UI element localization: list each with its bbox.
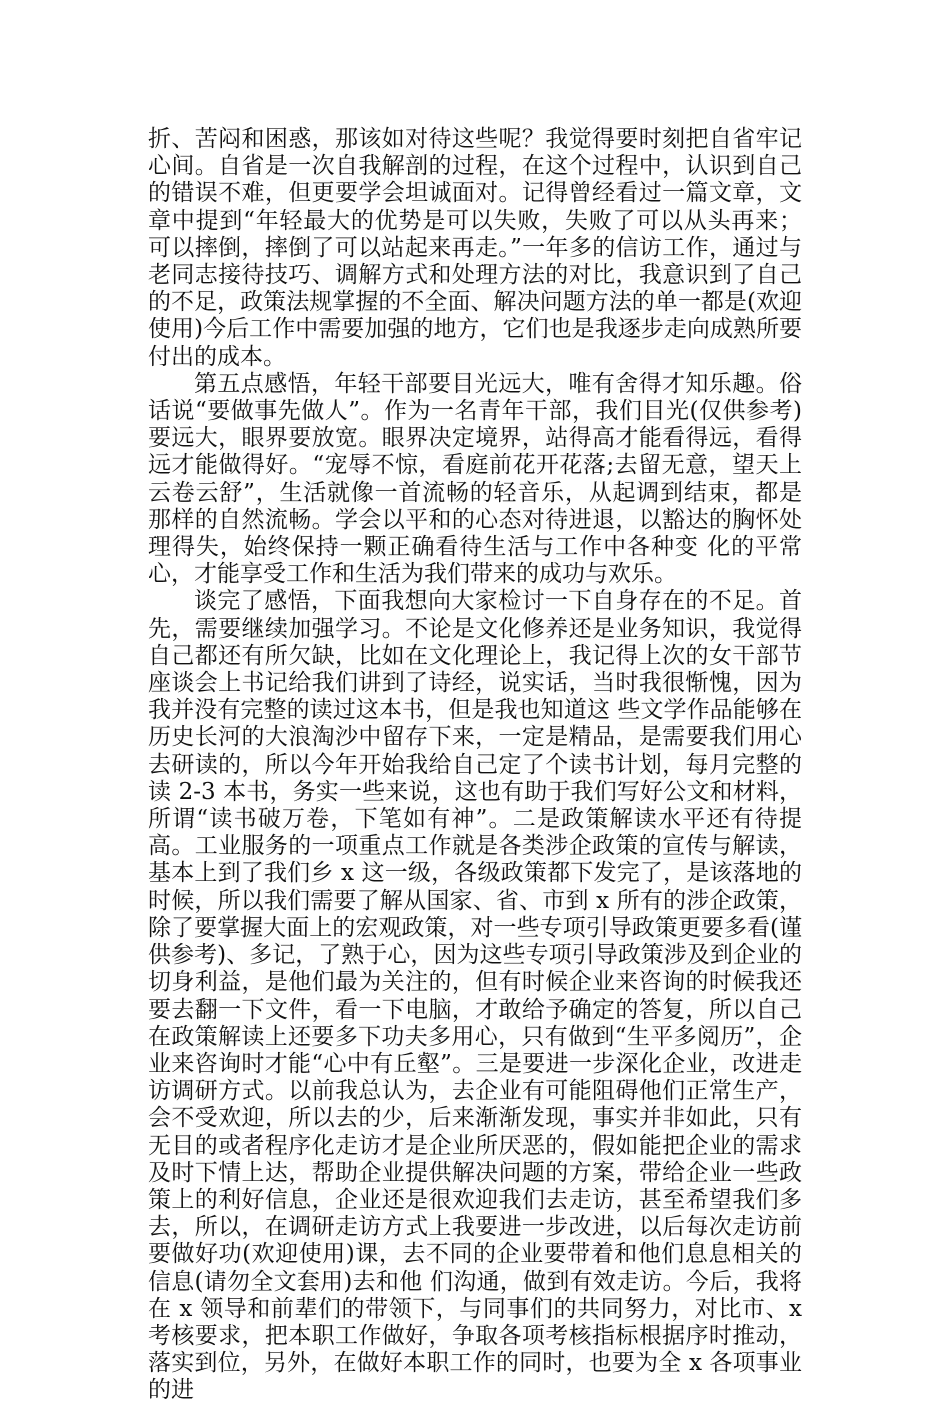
paragraph-fifth-insight: 第五点感悟，年轻干部要目光远大，唯有舍得才知乐趣。俗话说“要做事先做人”。作为一名青年干部，我们目光(仅供参考)要远大，眼界要放宽。眼界决定境界，站得高才能看得远，看得远才能做得好。“宠辱不惊，看庭前花开花落;去留无意，望天上云卷云舒”，生活就像一首流畅的轻音乐，从起调到结束，都是那样的自然流畅。学会以平和的心态对待进退，以豁达的胸怀处理得失，始终保持一颗正确看待生活与工作中各种变 化的平常心，才能享受工作和生活为我们带来的成功与欢乐。 — [148, 370, 802, 588]
paragraph-continuation: 折、苦闷和困惑，那该如对待这些呢？我觉得要时刻把自省牢记心间。自省是一次自我解剖的过程，在这个过程中，认识到自己的错误不难，但更要学会坦诚面对。记得曾经看过一篇文章，文章中提到“年轻最大的优势是可以失败，失败了可以从头再来；可以摔倒，摔倒了可以站起来再走。”一年多的信访工作，通过与老同志接待技巧、调解方式和处理方法的对比，我意识到了自己的不足，政策法规掌握的不全面、解决问题方法的单一都是(欢迎使用)今后工作中需要加强的地方，它们也是我逐步走向成熟所要付出的成本。 — [148, 126, 802, 370]
document-body — [148, 126, 802, 1405]
paragraph-shortcomings: 谈完了感悟，下面我想向大家检讨一下自身存在的不足。首先，需要继续加强学习。不论是文化修养还是业务知识，我觉得自己都还有所欠缺，比如在文化理论上，我记得上次的女干部节座谈会上书记给我们讲到了诗经，说实话，当时我很惭愧，因为我并没有完整的读过这本书，但是我也知道这 些文学作品能够在历史长河的大浪淘沙中留存下来，一定是精品，是需要我们用心去研读的，所以今年开始我给自己定了个读书计划，每月完整的读 2-3 本书，务实一些来说，这也有助于我们写好公文和材料，所谓“读书破万卷，下笔如有神”。二是政策解读水平还有待提高。工业服务的一项重点工作就是各类涉企政策的宣传与解读，基本上到了我们乡 x 这一级，各级政策都下发完了，是该落地的时候，所以我们需要了解从国家、省、市到 x 所有的涉企政策，除了要掌握大面上的宏观政策，对一些专项引导政策更要多看(谨供参考)、多记，了熟于心，因为这些专项引导政策涉及到企业的切身利益，是他们最为关注的，但有时候企业来咨询的时候我还要去翻一下文件，看一下电脑，才敢给予确定的答复，所以自己在政策解读上还要多下功夫多用心，只有做到“生平多阅历”，企业来咨询时才能“心中有丘壑”。三是要进一步深化企业，改进走访调研方式。以前我总认为，去企业有可能阻碍他们正常生产，会不受欢迎，所以去的少，后来渐渐发现，事实并非如此，只有无目的或者程序化走访才是企业所厌恶的，假如能把企业的需求及时下情上达，帮助企业提供解决问题的方案，带给企业一些政策上的利好信息，企业还是很欢迎我们去走访，甚至希望我们多去，所以，在调研走访方式上我要进一步改进，以后每次走访前要做好功(欢迎使用)课，去不同的企业要带着和他们息息相关的信息(请勿全文套用)去和他 们沟通，做到有效走访。今后，我将在 x 领导和前辈们的带领下，与同事们的共同努力，对比市、x 考核要求，把本职工作做好，争取各项考核指标根据序时推动，落实到位，另外，在做好本职工作的同时，也要为全 x 各项事业的进 — [148, 588, 802, 1404]
